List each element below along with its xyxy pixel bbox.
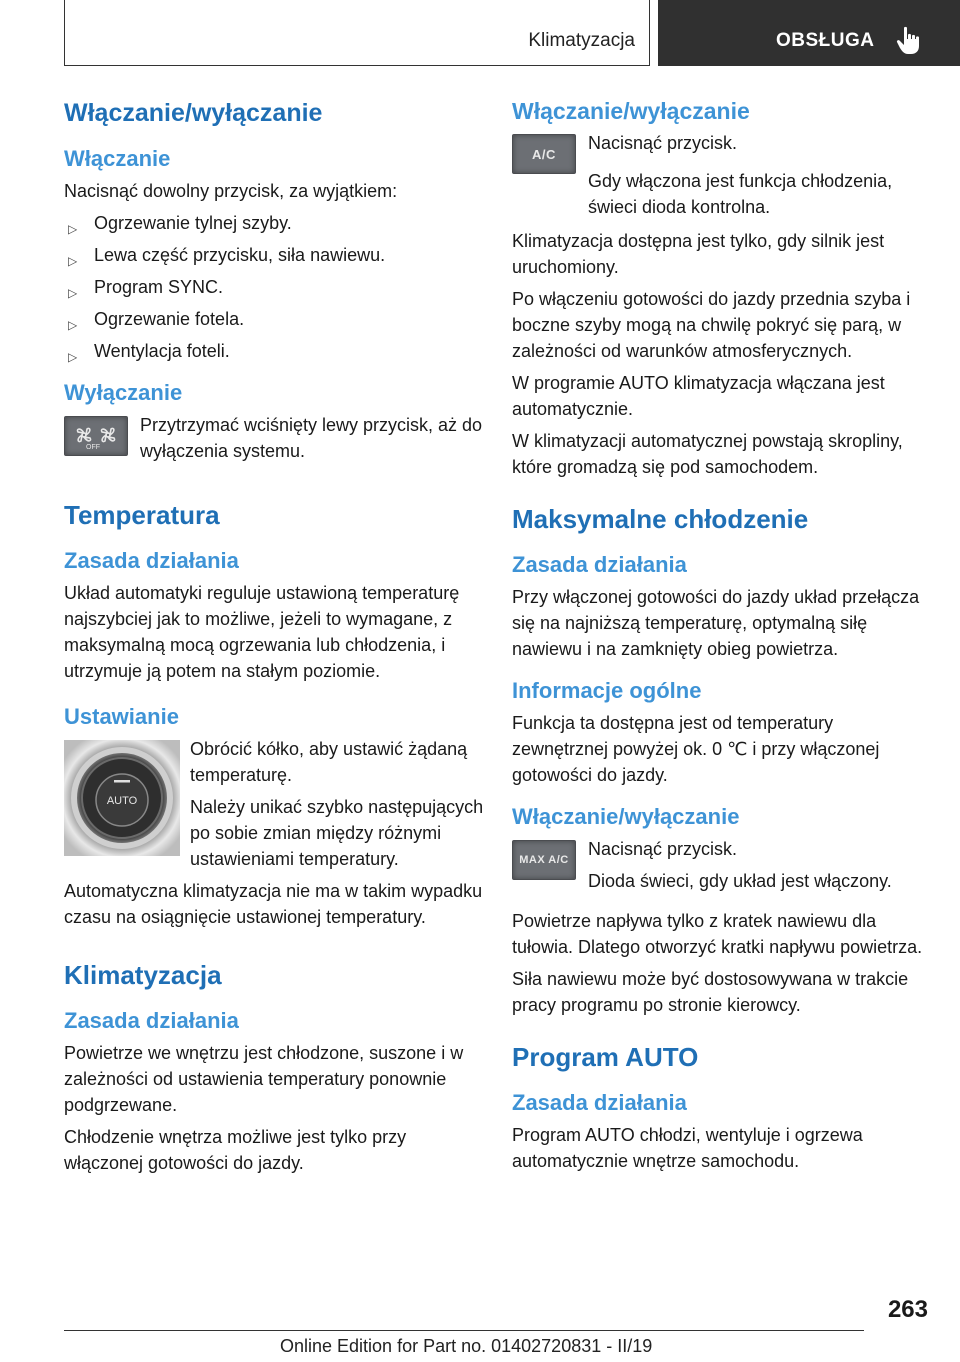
chapter-tab (658, 0, 960, 66)
section-title: Klimatyzacja (528, 30, 635, 51)
fan-off-icon (70, 421, 122, 451)
max-ac-button-label: MAX A/C (519, 854, 569, 866)
triangle-bullet-icon: ▷ (68, 350, 78, 364)
ac-principle-text-2: Chłodzenie wnętrza możliwe jest tylko przy włączonej gotowości do jazdy. (64, 1127, 407, 1173)
max-principle-text: Przy włączonej gotowości do jazdy układ przełącza się na najniższą temperaturę, optymalną siłę nawiewu i na zamknięty obieg powietrza. (512, 587, 920, 659)
max-paragraph-2: Siła nawiewu może być dostosowywana w trakcie pracy programu po stronie kierowcy. (512, 969, 909, 1015)
max-info-heading: Informacje ogólne (512, 678, 702, 703)
list-item: ▷ Ogrzewanie tylnej szyby. (64, 210, 484, 236)
ac-principle-heading: Zasada działania (64, 1008, 239, 1033)
off-figure-row (64, 412, 484, 470)
max-paragraph-1: Powietrze napływa tylko z kratek nawiewu dla tułowia. Dlatego otworzyć kratki napływu powietrza. (512, 911, 923, 957)
set-text-3: Automatyczna klimatyzacja nie ma w takim wypadku czasu na osiągnięcie ustawionej temperatury. (64, 881, 483, 927)
ac-principle-text: Powietrze we wnętrzu jest chłodzone, suszone i w zależności od ustawienia temperatury ponownie podgrzewane. (64, 1043, 464, 1115)
max-led-text: Dioda świeci, gdy układ jest włączony. (588, 871, 892, 891)
ac-led-text: Gdy włączona jest funkcja chłodzenia, świeci dioda kontrolna. (588, 171, 893, 217)
temp-principle-text: Układ automatyki reguluje ustawioną temperaturę najszybciej jak to możliwe, jeżeli to wymagane, z maksymalną mocą ogrzewania lub chłodzenia, i utrzymuje ją potem na stałym poziomie. (64, 583, 460, 681)
page-number: 263 (887, 1296, 928, 1323)
hand-pointer-icon (896, 25, 922, 55)
on-intro: Nacisnąć dowolny przycisk, za wyjątkiem: (64, 181, 398, 201)
on-heading: Włączanie (64, 146, 171, 171)
ac-heading: Klimatyzacja (64, 960, 222, 990)
ac-paragraph-2: Po włączeniu gotowości do jazdy przednia szyba i boczne szyby mogą na chwilę pokryć się parą, w zależności od warunków atmosferycznych. (512, 289, 911, 361)
list-item: ▷ Wentylacja foteli. (64, 338, 484, 364)
max-onoff-heading: Włączanie/wyłączanie (512, 804, 740, 829)
triangle-bullet-icon: ▷ (68, 222, 78, 236)
temperature-knob-image (64, 740, 180, 856)
max-info-text: Funkcja ta dostępna jest od temperatury zewnętrznej powyżej ok. 0 ℃ i przy włączonej gotowości do jazdy. (512, 713, 880, 785)
ac-onoff-heading: Włączanie/wyłączanie (512, 98, 750, 124)
triangle-bullet-icon: ▷ (68, 318, 78, 332)
ac-button-image (512, 134, 576, 174)
footer-divider (64, 1330, 864, 1331)
ac-paragraph-3: W programie AUTO klimatyzacja włączana jest automatycznie. (512, 373, 885, 419)
ac-paragraph-4: W klimatyzacji automatycznej powstają skropliny, które gromadzą się pod samochodem. (512, 431, 903, 477)
off-text: Przytrzymać wciśnięty lewy przycisk, aż do wyłączenia systemu. (140, 415, 483, 461)
list-item: ▷ Ogrzewanie fotela. (64, 306, 484, 332)
auto-principle-text: Program AUTO chłodzi, wentyluje i ogrzewa automatycznie wnętrze samochodu. (512, 1125, 863, 1171)
left-column (64, 96, 484, 1182)
ac-button-label: A/C (532, 146, 556, 162)
temp-principle-heading: Zasada działania (64, 548, 239, 573)
knob-auto-label: AUTO (106, 795, 138, 807)
on-exceptions-list (64, 210, 484, 364)
knob-figure-row (64, 736, 484, 878)
set-text-2: Należy unikać szybko następujących po sobie zmian między różnymi ustawieniami temperatury. (190, 797, 484, 869)
auto-principle-heading: Zasada działania (512, 1090, 687, 1115)
triangle-bullet-icon: ▷ (68, 286, 78, 300)
max-ac-button-image (512, 840, 576, 880)
fan-off-button-image (64, 416, 128, 456)
chapter-label: OBSŁUGA (776, 30, 875, 51)
max-press-text: Nacisnąć przycisk. (588, 839, 738, 859)
max-figure-text (588, 836, 930, 900)
auto-program-heading: Program AUTO (512, 1042, 699, 1072)
max-cooling-heading: Maksymalne chłodzenie (512, 504, 809, 534)
set-text-block (190, 736, 484, 878)
right-column (512, 96, 930, 1180)
max-principle-heading: Zasada działania (512, 552, 687, 577)
list-item: ▷ Lewa część przycisku, siła nawiewu. (64, 242, 484, 268)
header-section-box (64, 0, 650, 66)
ac-paragraph-1: Klimatyzacja dostępna jest tylko, gdy silnik jest uruchomiony. (512, 231, 885, 277)
temperature-heading: Temperatura (64, 500, 220, 530)
set-heading: Ustawianie (64, 704, 179, 729)
ac-figure-text (588, 130, 930, 162)
svg-text:OFF: OFF (86, 444, 100, 451)
on-off-heading: Włączanie/wyłączanie (64, 99, 323, 127)
edition-text: Online Edition for Part no. 01402720831 - II/19 (280, 1336, 653, 1356)
max-figure-row (512, 836, 930, 900)
triangle-bullet-icon: ▷ (68, 254, 78, 268)
off-heading: Wyłączanie (64, 380, 183, 405)
ac-press-text: Nacisnąć przycisk. (588, 133, 738, 153)
set-text-1: Obrócić kółko, aby ustawić żądaną temperaturę. (190, 739, 468, 785)
list-item: ▷ Program SYNC. (64, 274, 484, 300)
